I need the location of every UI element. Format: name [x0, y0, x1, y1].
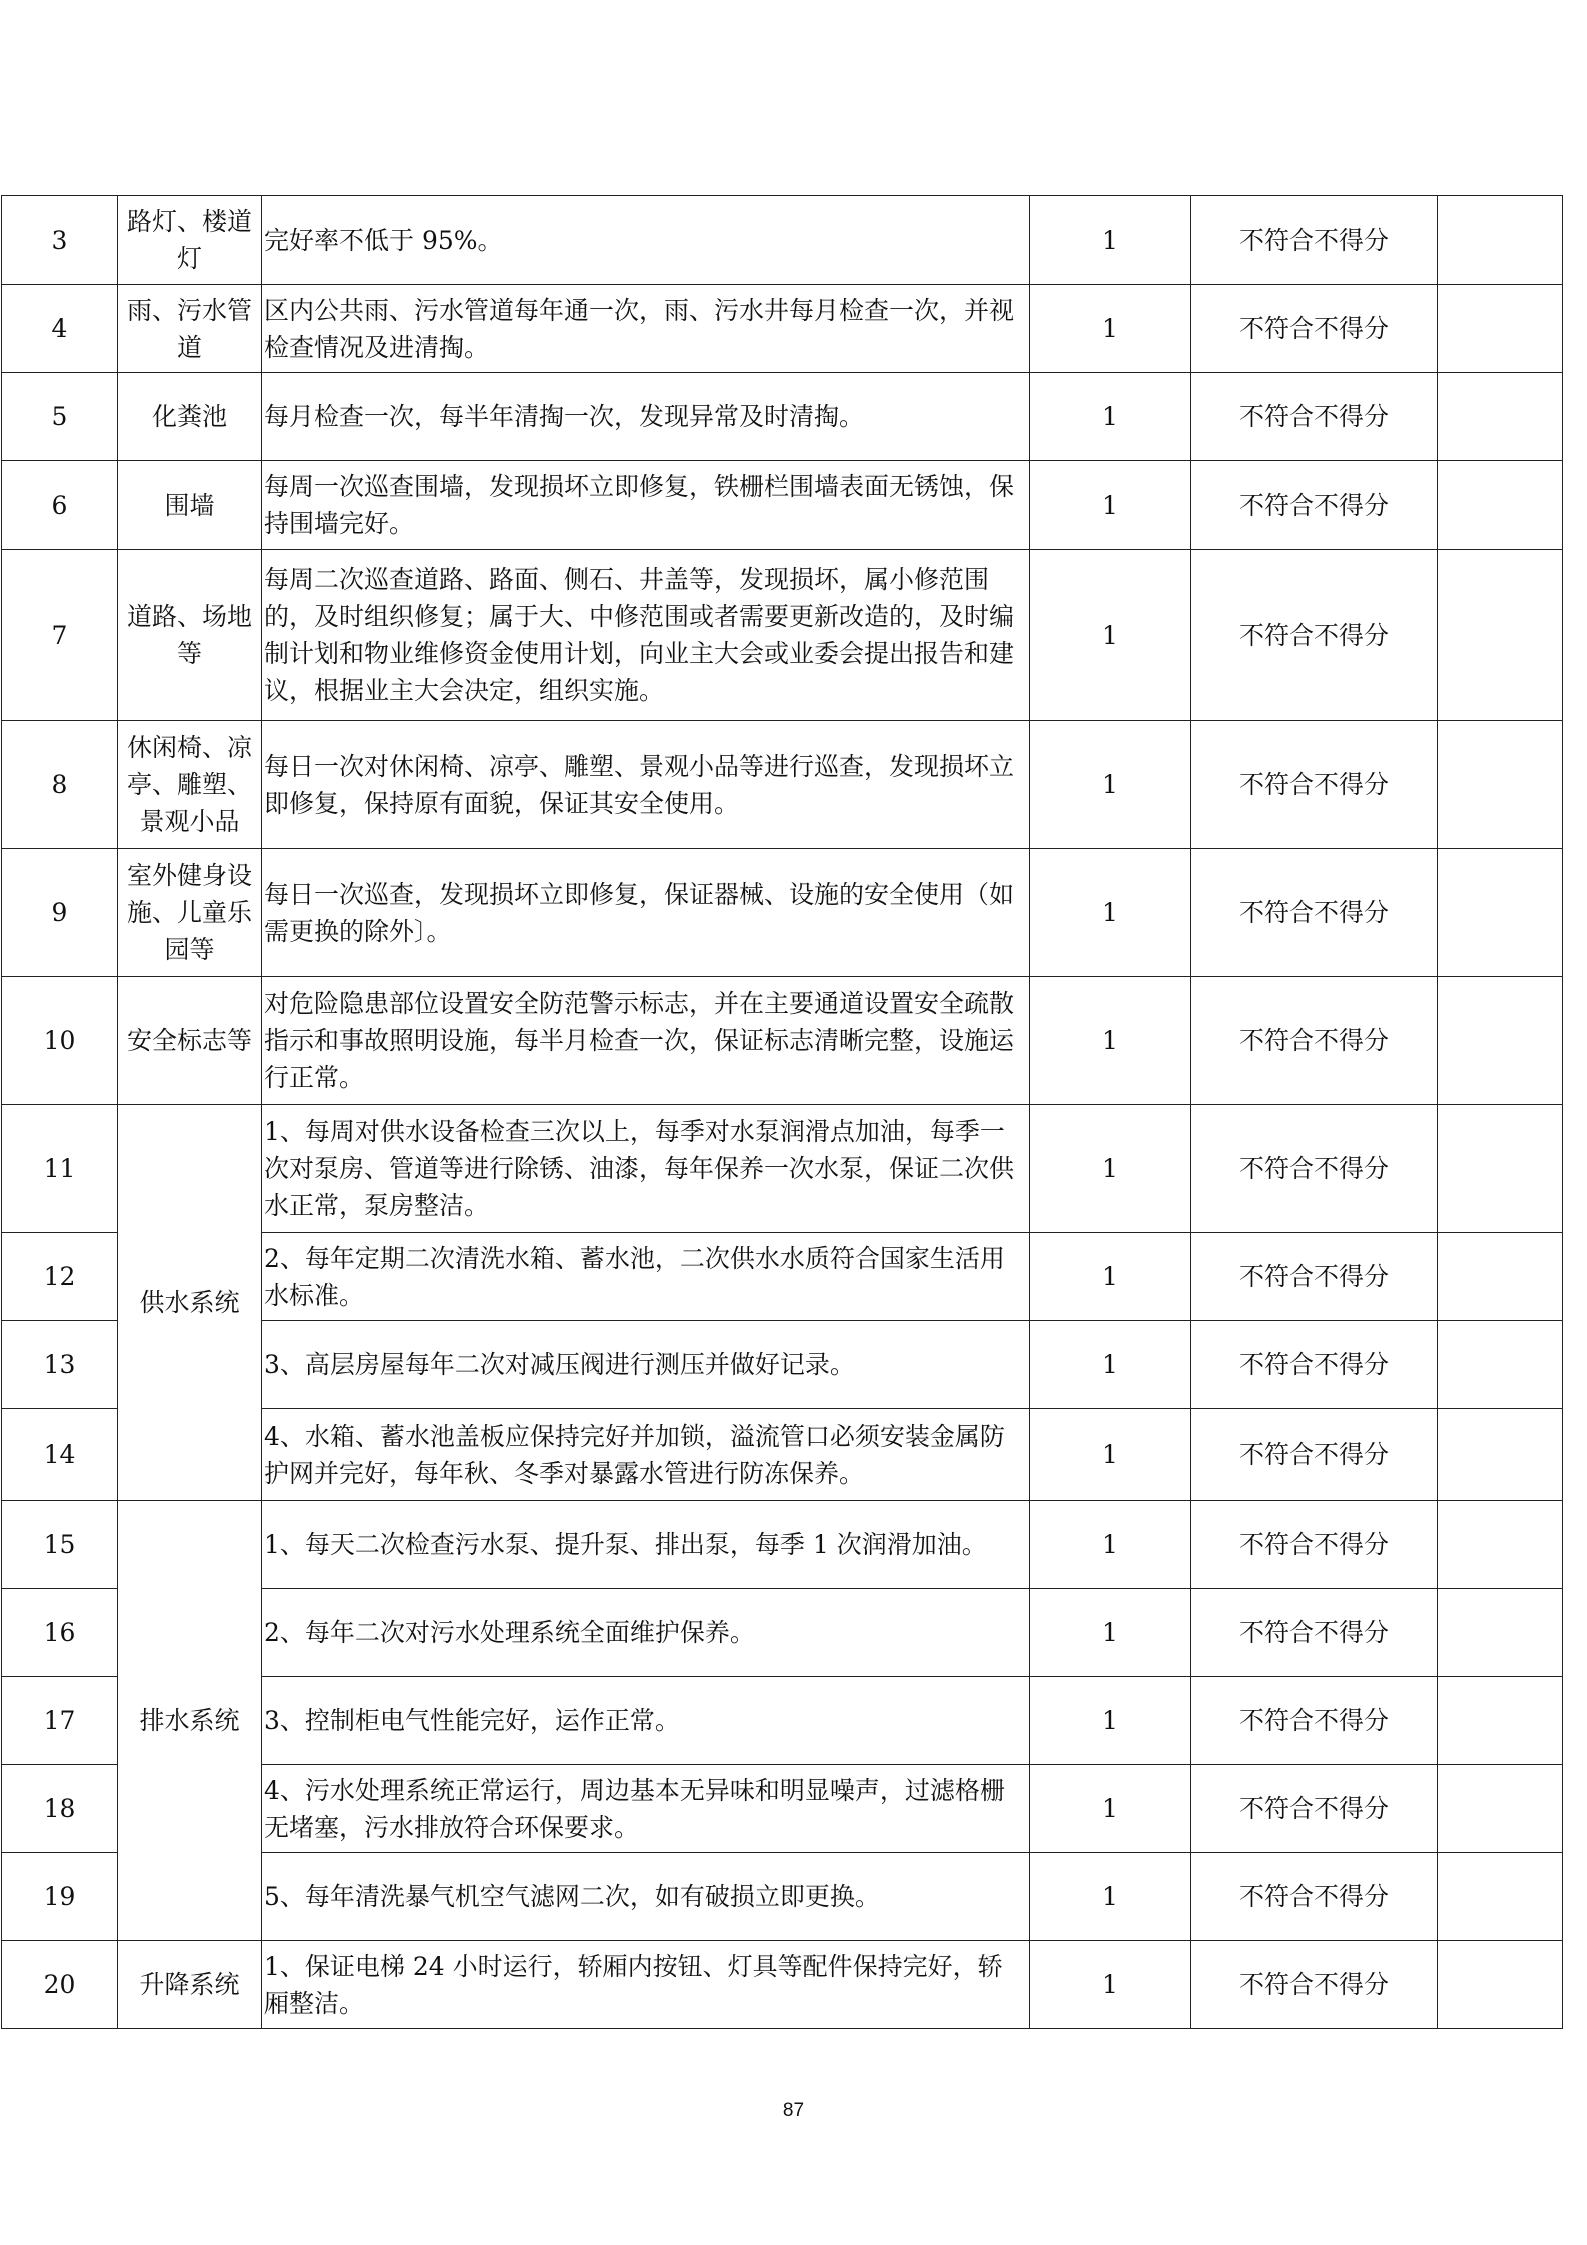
- scoring-rule: 不符合不得分: [1191, 1409, 1438, 1501]
- score-value: 1: [1030, 373, 1191, 461]
- score-value: 1: [1030, 1677, 1191, 1765]
- score-value: 1: [1030, 1765, 1191, 1853]
- standard-text: 区内公共雨、污水管道每年通一次，雨、污水井每月检查一次，并视检查情况及进清掏。: [262, 285, 1030, 373]
- standard-text: 3、控制柜电气性能完好，运作正常。: [262, 1677, 1030, 1765]
- row-number: 3: [2, 196, 118, 285]
- item-name: 围墙: [118, 461, 262, 550]
- standard-text: 每日一次对休闲椅、凉亭、雕塑、景观小品等进行巡查，发现损坏立即修复，保持原有面貌，保证其安全使用。: [262, 721, 1030, 849]
- score-value: 1: [1030, 977, 1191, 1105]
- standard-text: 5、每年清洗暴气机空气滤网二次，如有破损立即更换。: [262, 1853, 1030, 1941]
- row-number: 19: [2, 1853, 118, 1941]
- score-value: 1: [1030, 285, 1191, 373]
- row-number: 20: [2, 1941, 118, 2029]
- score-value: 1: [1030, 1321, 1191, 1409]
- standard-text: 4、水箱、蓄水池盖板应保持完好并加锁，溢流管口必须安装金属防护网并完好，每年秋、冬季对暴露水管进行防冻保养。: [262, 1409, 1030, 1501]
- standard-text: 每日一次巡查，发现损坏立即修复，保证器械、设施的安全使用（如需更换的除外〕。: [262, 849, 1030, 977]
- remark-cell: [1438, 1409, 1563, 1501]
- scoring-rule: 不符合不得分: [1191, 1589, 1438, 1677]
- scoring-rule: 不符合不得分: [1191, 1765, 1438, 1853]
- remark-cell: [1438, 849, 1563, 977]
- score-value: 1: [1030, 550, 1191, 721]
- remark-cell: [1438, 285, 1563, 373]
- row-number: 16: [2, 1589, 118, 1677]
- remark-cell: [1438, 550, 1563, 721]
- standard-text: 每月检查一次，每半年清掏一次，发现异常及时清掏。: [262, 373, 1030, 461]
- score-value: 1: [1030, 196, 1191, 285]
- score-value: 1: [1030, 1233, 1191, 1321]
- table-row: [2, 461, 1563, 550]
- score-value: 1: [1030, 1941, 1191, 2029]
- item-name: 升降系统: [118, 1941, 262, 2029]
- item-name: 雨、污水管道: [118, 285, 262, 373]
- item-name: 化粪池: [118, 373, 262, 461]
- table-row: [2, 849, 1563, 977]
- remark-cell: [1438, 196, 1563, 285]
- remark-cell: [1438, 461, 1563, 550]
- score-value: 1: [1030, 1409, 1191, 1501]
- row-number: 4: [2, 285, 118, 373]
- item-name: 供水系统: [118, 1105, 262, 1501]
- item-name: 道路、场地等: [118, 550, 262, 721]
- table-row: [2, 373, 1563, 461]
- standard-text: 4、污水处理系统正常运行，周边基本无异味和明显噪声，过滤格栅无堵塞，污水排放符合环保要求。: [262, 1765, 1030, 1853]
- score-value: 1: [1030, 1501, 1191, 1589]
- row-number: 6: [2, 461, 118, 550]
- scoring-rule: 不符合不得分: [1191, 1105, 1438, 1233]
- scoring-rule: 不符合不得分: [1191, 1941, 1438, 2029]
- standard-text: 每周一次巡查围墙，发现损坏立即修复，铁栅栏围墙表面无锈蚀，保持围墙完好。: [262, 461, 1030, 550]
- row-number: 14: [2, 1409, 118, 1501]
- standard-text: 1、每天二次检查污水泵、提升泵、排出泵，每季 1 次润滑加油。: [262, 1501, 1030, 1589]
- score-value: 1: [1030, 1589, 1191, 1677]
- scoring-rule: 不符合不得分: [1191, 285, 1438, 373]
- scoring-rule: 不符合不得分: [1191, 721, 1438, 849]
- table-row: [2, 550, 1563, 721]
- scoring-rule: 不符合不得分: [1191, 1501, 1438, 1589]
- row-number: 10: [2, 977, 118, 1105]
- remark-cell: [1438, 1853, 1563, 1941]
- item-name: 排水系统: [118, 1501, 262, 1941]
- row-number: 8: [2, 721, 118, 849]
- scoring-rule: 不符合不得分: [1191, 550, 1438, 721]
- table-row: [2, 721, 1563, 849]
- row-number: 13: [2, 1321, 118, 1409]
- remark-cell: [1438, 1941, 1563, 2029]
- item-name: 休闲椅、凉亭、雕塑、景观小品: [118, 721, 262, 849]
- row-number: 7: [2, 550, 118, 721]
- item-name: 室外健身设施、儿童乐园等: [118, 849, 262, 977]
- score-value: 1: [1030, 1105, 1191, 1233]
- item-name: 安全标志等: [118, 977, 262, 1105]
- remark-cell: [1438, 1233, 1563, 1321]
- scoring-rule: 不符合不得分: [1191, 849, 1438, 977]
- standard-text: 1、保证电梯 24 小时运行，轿厢内按钮、灯具等配件保持完好，轿厢整洁。: [262, 1941, 1030, 2029]
- row-number: 18: [2, 1765, 118, 1853]
- scoring-rule: 不符合不得分: [1191, 461, 1438, 550]
- remark-cell: [1438, 1501, 1563, 1589]
- table-row: [2, 977, 1563, 1105]
- scoring-rule: 不符合不得分: [1191, 977, 1438, 1105]
- row-number: 17: [2, 1677, 118, 1765]
- row-number: 5: [2, 373, 118, 461]
- standard-text: 每周二次巡查道路、路面、侧石、井盖等，发现损坏，属小修范围的，及时组织修复；属于大、中修范围或者需要更新改造的，及时编制计划和物业维修资金使用计划，向业主大会或业委会提出报告和建议，根据业主大会决定，组织实施。: [262, 550, 1030, 721]
- table-row: [2, 196, 1563, 285]
- scoring-rule: 不符合不得分: [1191, 373, 1438, 461]
- remark-cell: [1438, 373, 1563, 461]
- remark-cell: [1438, 1105, 1563, 1233]
- standard-text: 2、每年定期二次清洗水箱、蓄水池，二次供水水质符合国家生活用水标准。: [262, 1233, 1030, 1321]
- score-value: 1: [1030, 1853, 1191, 1941]
- item-name: 路灯、楼道灯: [118, 196, 262, 285]
- score-value: 1: [1030, 721, 1191, 849]
- page-number: 87: [782, 2100, 805, 2121]
- row-number: 15: [2, 1501, 118, 1589]
- scoring-rule: 不符合不得分: [1191, 1677, 1438, 1765]
- table-row: [2, 1105, 1563, 1233]
- scoring-rule: 不符合不得分: [1191, 196, 1438, 285]
- row-number: 12: [2, 1233, 118, 1321]
- row-number: 11: [2, 1105, 118, 1233]
- remark-cell: [1438, 977, 1563, 1105]
- table-row: [2, 285, 1563, 373]
- remark-cell: [1438, 1677, 1563, 1765]
- standard-text: 1、每周对供水设备检查三次以上，每季对水泵润滑点加油，每季一次对泵房、管道等进行除锈、油漆，每年保养一次水泵，保证二次供水正常，泵房整洁。: [262, 1105, 1030, 1233]
- score-value: 1: [1030, 849, 1191, 977]
- standard-text: 3、高层房屋每年二次对减压阀进行测压并做好记录。: [262, 1321, 1030, 1409]
- standard-text: 对危险隐患部位设置安全防范警示标志，并在主要通道设置安全疏散指示和事故照明设施，每半月检查一次，保证标志清晰完整，设施运行正常。: [262, 977, 1030, 1105]
- table-row: [2, 1501, 1563, 1589]
- remark-cell: [1438, 721, 1563, 849]
- remark-cell: [1438, 1765, 1563, 1853]
- maintenance-standards-table: [1, 195, 1563, 2029]
- standard-text: 完好率不低于 95%。: [262, 196, 1030, 285]
- scoring-rule: 不符合不得分: [1191, 1853, 1438, 1941]
- table-row: [2, 1941, 1563, 2029]
- scoring-rule: 不符合不得分: [1191, 1233, 1438, 1321]
- scoring-rule: 不符合不得分: [1191, 1321, 1438, 1409]
- remark-cell: [1438, 1321, 1563, 1409]
- score-value: 1: [1030, 461, 1191, 550]
- row-number: 9: [2, 849, 118, 977]
- remark-cell: [1438, 1589, 1563, 1677]
- standard-text: 2、每年二次对污水处理系统全面维护保养。: [262, 1589, 1030, 1677]
